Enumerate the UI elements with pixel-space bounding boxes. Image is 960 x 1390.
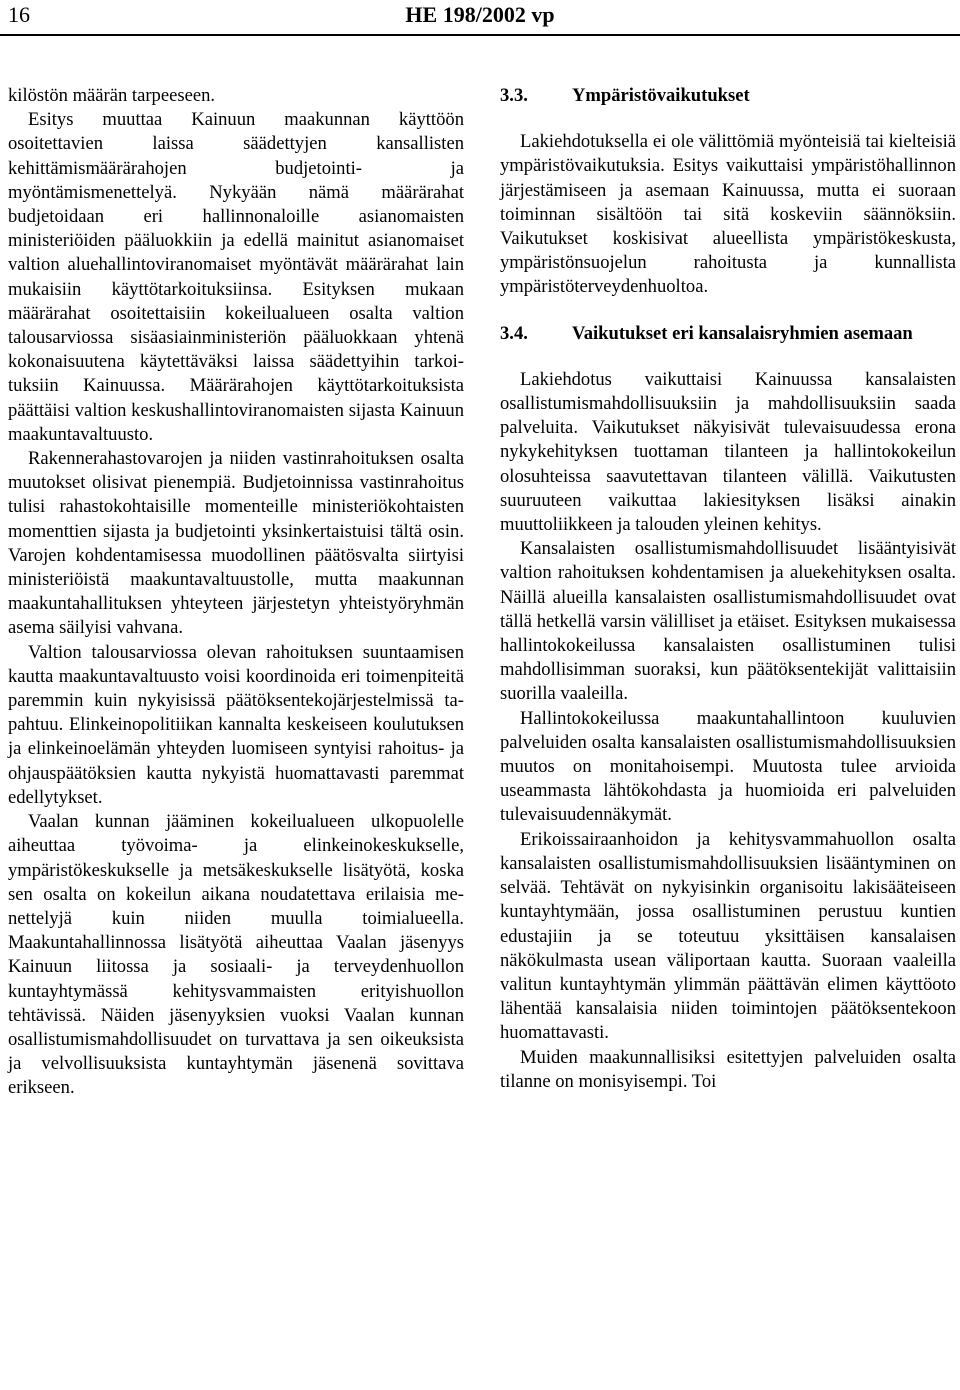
paragraph: Muiden maakunnallisiksi esitettyjen palveluiden osalta tilanne on monisyisempi. Toi bbox=[500, 1046, 956, 1092]
paragraph: Rakennerahastovarojen ja niiden vastinrahoituksen osalta muutokset olisivat pienempiä. Budjetoinnissa vastinrahoitus tulisi rahastokohtaisille momenteille ministeriökohtaisten momenttien sijasta ja budjetointi yksinkertaistuisi tältä osin. Varojen kohdentamisessa muodollinen päätösvalta siirtyisi ministeriöistä maakuntavaltuustolle, mutta maakunnan maakuntahallituksen yhteyteen järjestetyn yhteistyöryhmän asema säilyisi vahvana. bbox=[8, 448, 464, 639]
paragraph: Lakiehdotus vaikuttaisi Kainuussa kansalaisten osallistumismahdollisuuksiin ja mahdollisuuksiin saada palveluita. Vaikutukset näkyisivät tulevaisuudessa erona nykykehityksen tuottaman tilanteen ja hallintokokeilun olosuhteissa saavutettavan tilanteen välillä. Vaikutusten suuruuteen vaikuttaa lakiesityksen lisäksi ainakin muuttoliikkeen ja talouden yleinen kehitys. bbox=[500, 368, 956, 536]
paragraph: Lakiehdotuksella ei ole välittömiä myönteisiä tai kielteisiä ympäristövaikutuksia. Esitys vaikuttaisi ympäristöhallinnon järjestämiseen ja asemaan Kainuussa, mutta ei suoraan toiminnan sisältöön tai sitä koskeviin säännöksiin. Vaikutukset koskisivat alueellista ympäristökeskusta, ympäristönsuojelun rahoitusta ja kunnallista ympäristöterveydenhuoltoa. bbox=[500, 131, 956, 298]
paragraph: Vaalan kunnan jääminen kokeilualueen ulkopuolelle aiheuttaa työvoima- ja elinkeinokeskukselle, ympäristökeskukselle ja metsäkeskukselle lisätyötä, koska sen osalta on kokeilun aikana noudatettava erilaisia menettelyjä kuin niiden muulla toimialueella. Maakuntahallinnossa lisätyötä aiheuttaa Vaalan jäsenyys Kainuun liitossa ja sosiaali- ja terveydenhuollon kuntayhtymässä kehitysvammaisten erityishuollon tehtävissä. Näiden jäsenyyksien vuoksi Vaalan kunnan osallistumismahdollisuudet on turvattava ja sen oikeuksista ja velvollisuuksista kuntayhtymän jäsenenä sovittava erikseen. bbox=[8, 811, 464, 1099]
paragraph: Kansalaisten osallistumismahdollisuudet lisääntyisivät valtion rahoituksen kohdentamisen ja aluekehityksen osalta. Näillä alueilla kansalaisten osallistumismahdollisuudet ovat tällä hetkellä varsin välilliset ja etäiset. Esityksen mukaisessa hallintokokeilussa kansalaisten osallistuminen tulisi mahdollisimman suoraksi, kun päätöksentekijät valittaisiin suorilla vaaleilla. bbox=[500, 538, 956, 705]
section-title: Ympäristövaikutukset bbox=[572, 85, 750, 106]
spacer bbox=[500, 300, 956, 322]
section-heading-environment bbox=[500, 84, 956, 108]
right-column bbox=[500, 84, 956, 1094]
paragraph: Hallintokokeilussa maakuntahallintoon kuuluvien palveluiden osalta kansalaisten osallistumismahdollisuuksien muutos on monitahoisempi. Muutosta tulee arvioida useammasta lähtökohdasta ja huomioida eri palveluiden tulevaisuudennäkymät. bbox=[500, 707, 956, 826]
page-number: 16 bbox=[8, 2, 30, 27]
section-number: 3.4. bbox=[500, 322, 528, 344]
header-divider bbox=[0, 34, 960, 36]
left-column bbox=[8, 84, 464, 1101]
document-id: HE 198/2002 vp bbox=[405, 2, 555, 27]
paragraph-continued: kilöstön määrän tarpeeseen. bbox=[8, 85, 216, 106]
spacer bbox=[500, 108, 956, 130]
section-heading-citizen-groups bbox=[500, 322, 956, 346]
paragraph: Valtion talousarviossa olevan rahoituksen suuntaamisen kautta maakuntavaltuusto voisi koordinoida eri toimenpiteitä paremmin kuin nykyisissä päätöksentekojärjestelmissä tapahtuu. Elinkeinopolitiikan kannalta keskeiseen koulutuksen ja elinkeinoelämän yhteyden luomiseen syntyisi rahoitus- ja ohjauspäätöksien kautta nykyistä huomattavasti paremmat edellytykset. bbox=[8, 641, 464, 808]
section-title: Vaikutukset eri kansalaisryhmien asemaan bbox=[572, 322, 913, 344]
page-header bbox=[0, 0, 960, 40]
paragraph: Erikoissairaanhoidon ja kehitysvammahuollon osalta kansalaisten osallistumismahdollisuuksien lisääntyminen on selvää. Tehtävät on nykyisinkin organisoitu lakisääteiseen kuntayhtymään, jossa osallistuminen perustuu kuntien edustajiin ja se toteutuu yksittäisen kansalaisen näkökulmasta usean väliportaan kautta. Suoraan vaaleilla valitun kuntayhtymän ylimmän päättävän elimen käyttöoto lähentää kansalaisia niiden toimintojen päätöksentekoon huomattavasti. bbox=[500, 828, 956, 1044]
section-number: 3.3. bbox=[500, 85, 528, 106]
spacer bbox=[500, 346, 956, 368]
paragraph: Esitys muuttaa Kainuun maakunnan käyttöön osoitettavien laissa säädettyjen kansallisten kehittämismäärärahojen budjetointi- ja myöntämismenettelyä. Nykyään nämä määrärahat budjetoidaan eri hallinnonaloille asianomaisten ministeriöiden pääluokkiin ja edellä mainitut asianomaiset valtion aluehallintoviranomaiset myöntävät määrärahat lain mukaisiin käyttötarkoituksiinsa. Esityksen mukaan määrärahat osoitettaisiin kokeilualueen osalta valtion talousarviossa sisäasiainministeriön pääluokkaan yhtenä kokonaisuutena käytettäväksi laissa säädettyihin tarkoituksiin Kainuussa. Määrärahojen käyttötarkoituksista päättäisi valtion keskushallintoviranomaisten sijasta Kainuun maakuntavaltuusto. bbox=[8, 109, 464, 445]
